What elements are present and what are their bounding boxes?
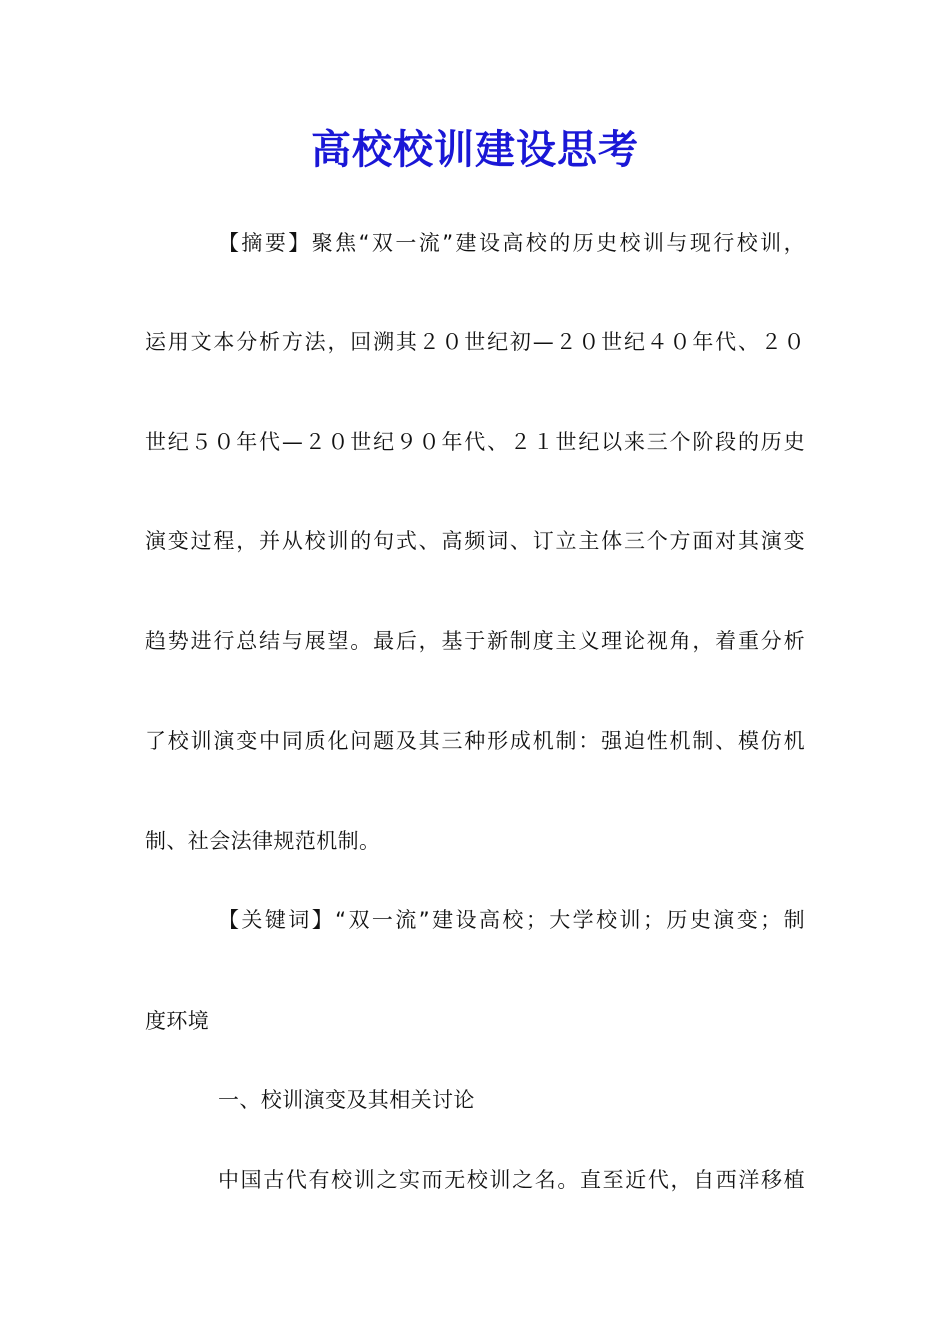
keywords-line-2: 度环境 — [145, 1009, 210, 1033]
abstract-line-4: 演变过程，并从校训的句式、高频词、订立主体三个方面对其演变 — [145, 529, 805, 553]
keywords-line-1: 【关键词】“双一流”建设高校；大学校训；历史演变；制 — [218, 908, 805, 932]
section-heading: 一、校训演变及其相关讨论 — [218, 1088, 475, 1112]
abstract-line-2: 运用文本分析方法，回溯其２０世纪初—２０世纪４０年代、２０ — [145, 330, 805, 354]
body-line-1: 中国古代有校训之实而无校训之名。直至近代，自西洋移植 — [218, 1168, 805, 1192]
abstract-line-5: 趋势进行总结与展望。最后，基于新制度主义理论视角，着重分析 — [145, 629, 805, 653]
abstract-line-7: 制、社会法律规范机制。 — [145, 829, 381, 853]
abstract-line-6: 了校训演变中同质化问题及其三种形成机制：强迫性机制、模仿机 — [145, 729, 805, 753]
page-title: 高校校训建设思考 — [311, 126, 639, 173]
abstract-line-1: 【摘要】聚焦“双一流”建设高校的历史校训与现行校训， — [218, 231, 805, 255]
abstract-line-3: 世纪５０年代—２０世纪９０年代、２１世纪以来三个阶段的历史 — [145, 430, 805, 454]
